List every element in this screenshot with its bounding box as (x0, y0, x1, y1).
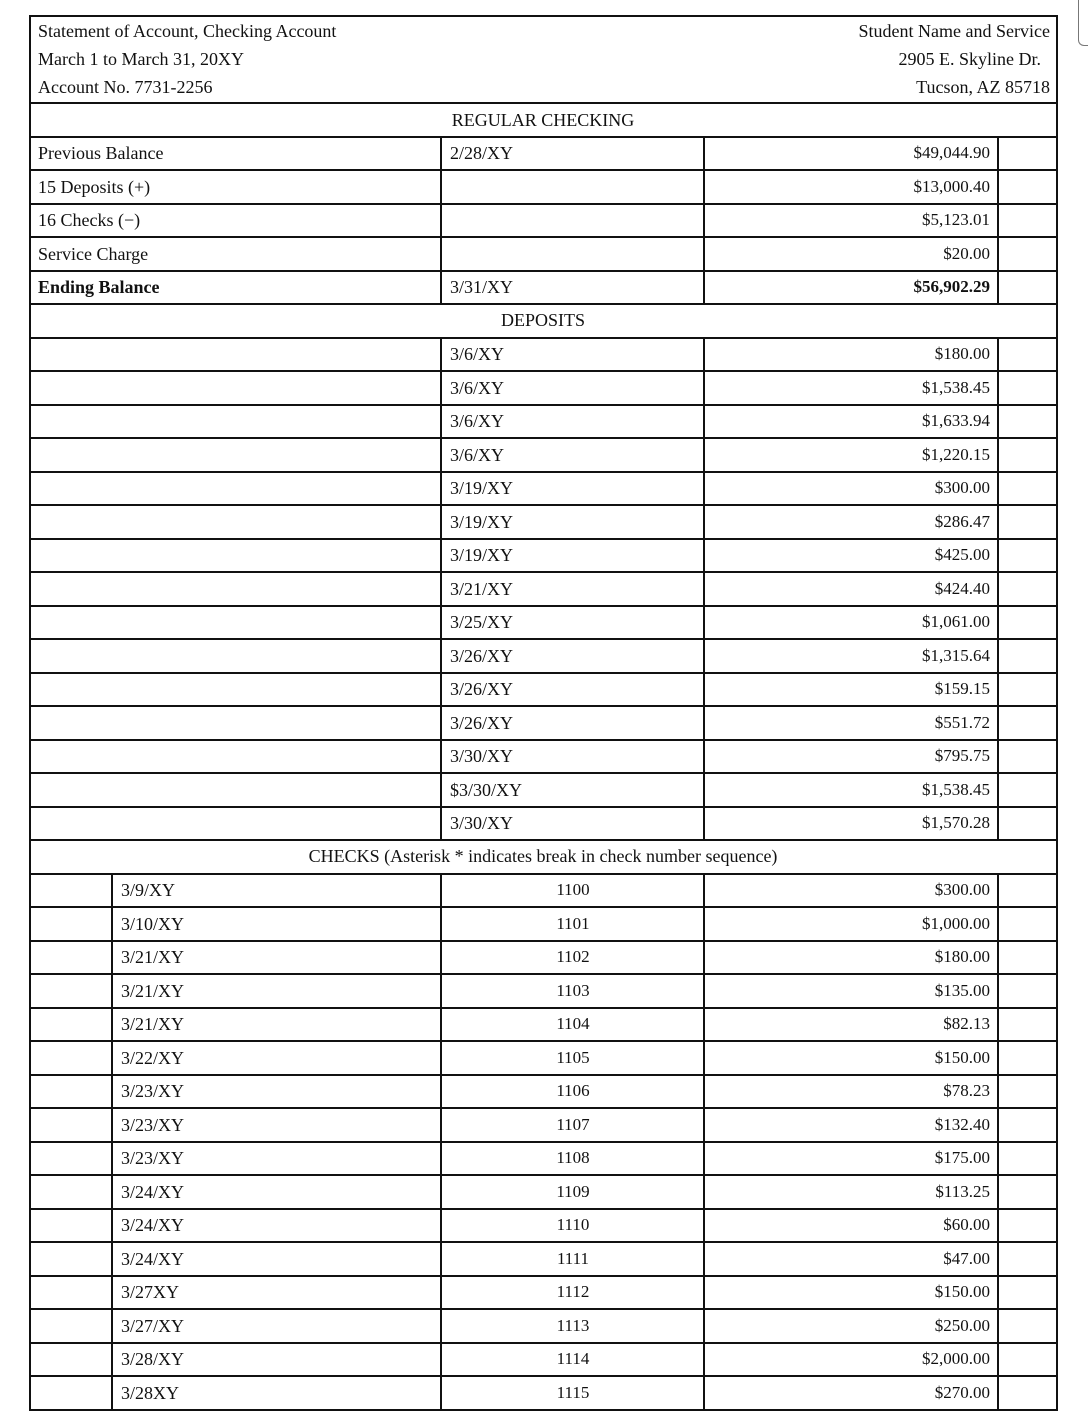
deposit-date: 3/19/XY (450, 545, 513, 566)
deposit-date: 3/30/XY (450, 746, 513, 767)
check-date: 3/28/XY (121, 1349, 184, 1370)
table-rule (29, 806, 1058, 808)
table-rule (29, 236, 1058, 238)
balance-label: 15 Deposits (+) (38, 176, 151, 197)
check-amount: $180.00 (934, 947, 990, 967)
check-amount: $250.00 (934, 1315, 990, 1335)
deposit-date: 3/6/XY (450, 411, 504, 432)
deposit-amount: $1,570.28 (922, 813, 990, 833)
check-date: 3/9/XY (121, 880, 175, 901)
deposit-date: 3/19/XY (450, 478, 513, 499)
deposit-date: 3/26/XY (450, 712, 513, 733)
table-rule (29, 370, 1058, 372)
table-rule (29, 772, 1058, 774)
check-date: 3/23/XY (121, 1148, 184, 1169)
table-rule (29, 638, 1058, 640)
balance-amount: $20.00 (943, 243, 990, 263)
check-date: 3/21/XY (121, 1014, 184, 1035)
check-amount: $47.00 (943, 1248, 990, 1268)
table-rule (29, 571, 1058, 573)
check-date: 3/27XY (121, 1282, 179, 1303)
balance-label: Previous Balance (38, 143, 164, 164)
check-amount: $60.00 (943, 1215, 990, 1235)
check-number: 1108 (556, 1148, 590, 1168)
check-date: 3/24/XY (121, 1215, 184, 1236)
check-number: 1101 (556, 913, 590, 933)
check-amount: $132.40 (934, 1114, 990, 1134)
deposit-date: 3/19/XY (450, 511, 513, 532)
table-rule (29, 605, 1058, 607)
check-amount: $300.00 (934, 880, 990, 900)
check-date: 3/27/XY (121, 1315, 184, 1336)
check-amount: $150.00 (934, 1282, 990, 1302)
table-rule (29, 839, 1058, 841)
table-rule (29, 1241, 1058, 1243)
table-rule (29, 672, 1058, 674)
column-rule (703, 137, 705, 305)
table-rule (29, 873, 1058, 875)
check-number: 1106 (556, 1081, 590, 1101)
deposit-amount: $425.00 (934, 545, 990, 565)
table-rule (29, 538, 1058, 540)
balance-amount: $49,044.90 (913, 143, 990, 163)
header-left-line: March 1 to March 31, 20XY (38, 49, 244, 69)
check-amount: $113.25 (935, 1181, 990, 1201)
deposit-amount: $300.00 (934, 478, 990, 498)
column-rule (440, 874, 442, 1412)
check-amount: $2,000.00 (922, 1349, 990, 1369)
table-rule (29, 1375, 1058, 1377)
table-rule (29, 1074, 1058, 1076)
check-date: 3/23/XY (121, 1114, 184, 1135)
column-rule (703, 338, 705, 841)
table-rule (29, 1342, 1058, 1344)
column-rule (703, 874, 705, 1412)
header-left-line: Statement of Account, Checking Account (38, 21, 337, 41)
check-number: 1109 (556, 1181, 590, 1201)
check-number: 1115 (556, 1382, 590, 1402)
balance-amount: $5,123.01 (922, 210, 990, 230)
page-edge-tab (1078, 0, 1088, 46)
check-date: 3/10/XY (121, 913, 184, 934)
table-rule (29, 303, 1058, 305)
deposit-date: 3/26/XY (450, 645, 513, 666)
header-right-line: Student Name and Service (858, 21, 1050, 41)
check-number: 1113 (556, 1315, 590, 1335)
deposits-title: DEPOSITS (500, 310, 585, 330)
table-rule (29, 906, 1058, 908)
table-rule (29, 705, 1058, 707)
table-rule (29, 1007, 1058, 1009)
deposit-date: 3/21/XY (450, 578, 513, 599)
deposit-date: 3/6/XY (450, 344, 504, 365)
deposit-amount: $795.75 (934, 746, 990, 766)
table-rule (29, 270, 1058, 272)
table-rule (29, 1275, 1058, 1277)
deposit-date: $3/30/XY (450, 779, 522, 800)
column-rule (997, 874, 999, 1412)
balance-amount: $56,902.29 (913, 277, 990, 297)
check-number: 1103 (556, 980, 590, 1000)
table-rule (29, 1308, 1058, 1310)
deposit-date: 3/26/XY (450, 679, 513, 700)
check-date: 3/24/XY (121, 1248, 184, 1269)
deposit-amount: $180.00 (934, 344, 990, 364)
table-rule (29, 504, 1058, 506)
table-rule (29, 739, 1058, 741)
header-left-line: Account No. 7731-2256 (38, 77, 213, 97)
ending-balance-label: Ending Balance (38, 277, 160, 298)
check-date: 3/21/XY (121, 947, 184, 968)
column-rule (111, 874, 113, 1412)
check-amount: $82.13 (943, 1014, 990, 1034)
table-rule (29, 203, 1058, 205)
balance-label: 16 Checks (−) (38, 210, 141, 231)
check-date: 3/22/XY (121, 1047, 184, 1068)
table-rule (29, 337, 1058, 339)
check-number: 1100 (556, 880, 590, 900)
check-date: 3/24/XY (121, 1181, 184, 1202)
table-rule (29, 1174, 1058, 1176)
deposit-amount: $1,315.64 (922, 645, 990, 665)
check-number: 1110 (556, 1215, 590, 1235)
check-number: 1104 (556, 1014, 590, 1034)
balance-label: Service Charge (38, 243, 149, 264)
column-rule (997, 137, 999, 305)
check-amount: $135.00 (934, 980, 990, 1000)
deposit-amount: $424.40 (934, 578, 990, 598)
check-number: 1111 (556, 1248, 590, 1268)
balance-amount: $13,000.40 (913, 176, 990, 196)
table-rule (29, 1107, 1058, 1109)
table-rule (29, 1208, 1058, 1210)
deposit-date: 3/30/XY (450, 813, 513, 834)
deposit-amount: $1,633.94 (922, 411, 990, 431)
deposit-amount: $1,538.45 (922, 377, 990, 397)
check-number: 1107 (556, 1114, 590, 1134)
check-date: 3/28XY (121, 1382, 179, 1403)
check-amount: $175.00 (934, 1148, 990, 1168)
deposit-amount: $286.47 (934, 511, 990, 531)
deposit-date: 3/6/XY (450, 377, 504, 398)
table-rule (29, 404, 1058, 406)
checks-title: CHECKS (Asterisk * indicates break in check number sequence) (308, 846, 778, 866)
check-amount: $1,000.00 (922, 913, 990, 933)
deposit-amount: $1,220.15 (922, 444, 990, 464)
check-date: 3/21/XY (121, 980, 184, 1001)
check-number: 1102 (556, 947, 590, 967)
table-rule (29, 1040, 1058, 1042)
check-date: 3/23/XY (121, 1081, 184, 1102)
table-rule (29, 102, 1058, 104)
deposit-amount: $1,061.00 (922, 612, 990, 632)
column-rule (440, 338, 442, 841)
balance-date: 3/31/XY (450, 277, 513, 298)
deposit-date: 3/6/XY (450, 444, 504, 465)
header-right-line: 2905 E. Skyline Dr. (898, 49, 1041, 69)
table-rule (29, 169, 1058, 171)
check-number: 1105 (556, 1047, 590, 1067)
table-rule (29, 973, 1058, 975)
column-rule (440, 137, 442, 305)
deposit-amount: $1,538.45 (922, 779, 990, 799)
column-rule (997, 338, 999, 841)
deposit-date: 3/25/XY (450, 612, 513, 633)
table-rule (29, 437, 1058, 439)
balance-date: 2/28/XY (450, 143, 513, 164)
deposit-amount: $551.72 (934, 712, 990, 732)
check-amount: $78.23 (943, 1081, 990, 1101)
table-rule (29, 136, 1058, 138)
check-amount: $270.00 (934, 1382, 990, 1402)
check-number: 1114 (556, 1349, 590, 1369)
header-right-line: Tucson, AZ 85718 (916, 77, 1050, 97)
table-rule (29, 1141, 1058, 1143)
table-rule (29, 471, 1058, 473)
check-amount: $150.00 (934, 1047, 990, 1067)
deposit-amount: $159.15 (934, 679, 990, 699)
table-rule (29, 940, 1058, 942)
check-number: 1112 (556, 1282, 590, 1302)
regular-checking-title: REGULAR CHECKING (451, 110, 635, 130)
